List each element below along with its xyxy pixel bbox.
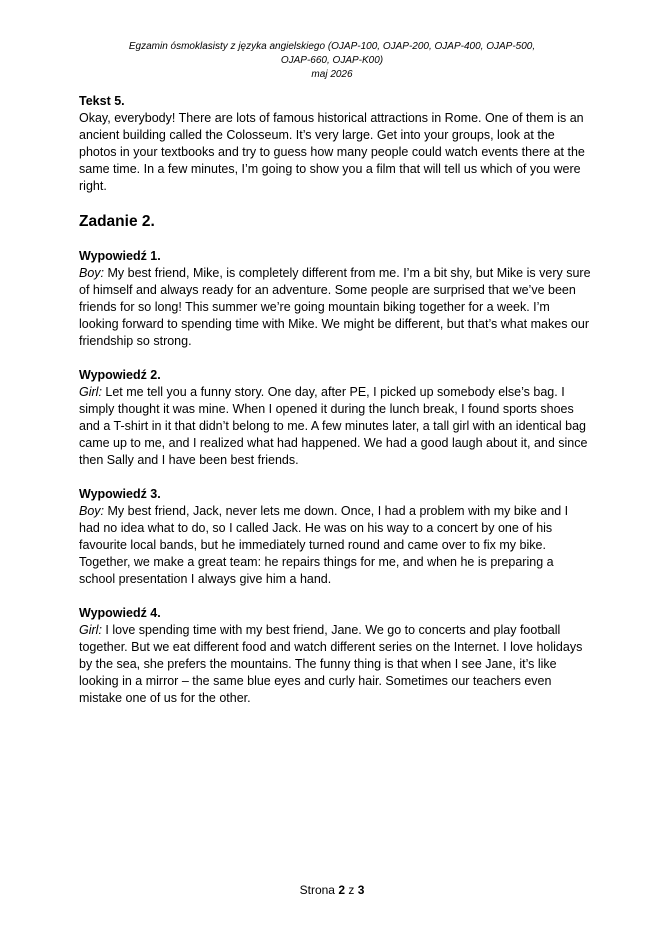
wypowiedz-body: My best friend, Mike, is completely different from me. I’m a bit shy, but Mike is very sure of himself and always ready for an adventure. Some people are surprised that we’ve been friends for so long! This summer we’re going mountain biking together for a week. I’m looking forward to spending time with Mike. We might be different, but that’s what makes our friendship so strong.	[79, 266, 591, 348]
wypowiedz-title: Wypowiedź 3.	[79, 487, 161, 501]
wypowiedz-text	[79, 265, 591, 350]
footer-total-pages: 3	[357, 883, 365, 897]
header-exam-codes: OJAP-660, OJAP-K00)	[280, 55, 384, 66]
wypowiedz-body: I love spending time with my best friend, Jane. We go to concerts and play football together. But we eat different food and watch different series on the Internet. I love holidays by the sea, she prefers the mountains. The funny thing is that when I see Jane, it’s like looking in a mirror – the same blue eyes and curly hair. Sometimes our teachers even mistake one of us for the other.	[79, 623, 583, 705]
document-body	[79, 93, 591, 724]
wypowiedz-text	[79, 384, 591, 469]
wypowiedz-title: Wypowiedź 2.	[79, 368, 161, 382]
zadanie-title: Zadanie 2.	[79, 213, 155, 230]
footer-current-page: 2	[338, 883, 345, 897]
speaker-label: Girl:	[79, 385, 102, 399]
footer-separator: z	[348, 883, 355, 897]
speaker-label: Girl:	[79, 623, 102, 637]
wypowiedz-block	[79, 248, 591, 350]
header-date: maj 2026	[311, 69, 353, 80]
speaker-label: Boy:	[79, 266, 105, 280]
wypowiedz-body: Let me tell you a funny story. One day, after PE, I picked up somebody else’s bag. I simply thought it was mine. When I opened it during the lunch break, I found sports shoes and a T-shirt in it that didn’t belong to me. A few minutes later, a tall girl with an identical bag came up to me, and I realized what had happened. We had a good laugh about it, and since then Sally and I have been best friends.	[79, 385, 588, 467]
wypowiedz-text	[79, 622, 591, 707]
page-footer	[0, 883, 664, 897]
wypowiedz-block	[79, 367, 591, 469]
wypowiedz-title: Wypowiedź 1.	[79, 249, 161, 263]
page-header	[0, 40, 664, 82]
footer-prefix: Strona	[299, 883, 335, 897]
wypowiedz-title: Wypowiedź 4.	[79, 606, 161, 620]
tekst5-title: Tekst 5.	[79, 94, 125, 108]
tekst5-body: Okay, everybody! There are lots of famous historical attractions in Rome. One of them is an ancient building called the Colosseum. It’s very large. Get into your groups, look at the photos in your textbooks and try to guess how many people could watch events there at the same time. In a few minutes, I’m going to show you a film that will tell us which of you were right.	[79, 111, 585, 193]
header-exam-title: Egzamin ósmoklasisty z języka angielskiego (OJAP-100, OJAP-200, OJAP-400, OJAP-500,	[128, 41, 536, 52]
wypowiedz-text	[79, 503, 591, 588]
wypowiedz-block	[79, 605, 591, 707]
wypowiedz-block	[79, 486, 591, 588]
wypowiedz-body: My best friend, Jack, never lets me down. Once, I had a problem with my bike and I had no idea what to do, so I called Jack. He was on his way to a concert by one of his favourite local bands, but he immediately turned round and came over to fix my bike. Together, we make a great team: he repairs things for me, and when he is preparing a school presentation I always give him a hand.	[79, 504, 569, 586]
speaker-label: Boy:	[79, 504, 105, 518]
